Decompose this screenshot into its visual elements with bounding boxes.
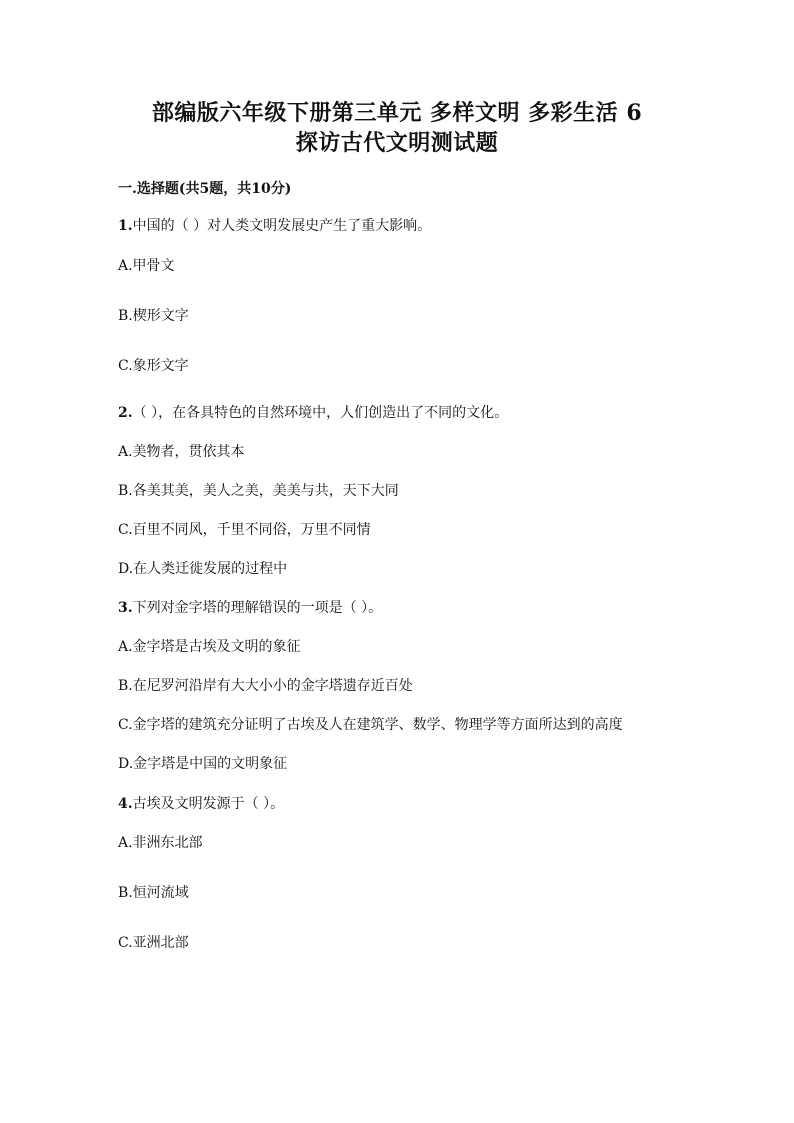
- document-title-line-2: 探访古代文明测试题: [295, 130, 499, 156]
- question-2: [118, 403, 676, 423]
- question-2-option-c: C.百里不同风，千里不同俗，万里不同情: [118, 522, 371, 538]
- document-title-line-1: 部编版六年级下册第三单元 多样文明 多彩生活 6: [151, 100, 643, 126]
- section-heading: 一.选择题(共5题，共10分): [118, 181, 292, 197]
- question-1-option-a: A.甲骨文: [118, 258, 175, 274]
- question-1-option-b: B.楔形文字: [118, 308, 189, 324]
- question-2-option-b: B.各美其美，美人之美，美美与共，天下大同: [118, 483, 399, 499]
- question-4: [118, 794, 676, 814]
- question-3-option-b: B.在尼罗河沿岸有大大小小的金字塔遗存近百处: [118, 678, 413, 694]
- question-3: [118, 598, 676, 618]
- question-3-option-d: D.金字塔是中国的文明象征: [118, 756, 288, 772]
- question-4-number: 4.: [118, 796, 133, 812]
- question-2-number: 2.: [118, 405, 133, 421]
- question-4-option-a: A.非洲东北部: [118, 835, 203, 851]
- question-4-option-b: B.恒河流域: [118, 885, 189, 901]
- question-1-text: 中国的（ ）对人类文明发展史产生了重大影响。: [132, 218, 432, 234]
- question-3-option-a: A.金字塔是古埃及文明的象征: [118, 639, 301, 655]
- question-3-number: 3.: [118, 600, 133, 616]
- document-title: [118, 0, 676, 158]
- question-2-option-a: A.美物者，贯依其本: [118, 444, 245, 460]
- question-2-text: （ ），在各具特色的自然环境中，人们创造出了不同的文化。: [132, 405, 509, 421]
- question-1-option-c: C.象形文字: [118, 358, 189, 374]
- question-4-text: 古埃及文明发源于（ ）。: [132, 796, 285, 812]
- question-3-text: 下列对金字塔的理解错误的一项是（ ）。: [132, 600, 383, 616]
- question-1: [118, 216, 676, 236]
- question-4-option-c: C.亚洲北部: [118, 935, 189, 951]
- question-3-option-c: C.金字塔的建筑充分证明了古埃及人在建筑学、数学、物理学等方面所达到的高度: [118, 717, 623, 733]
- question-2-option-d: D.在人类迁徙发展的过程中: [118, 561, 288, 577]
- question-1-number: 1.: [118, 218, 133, 234]
